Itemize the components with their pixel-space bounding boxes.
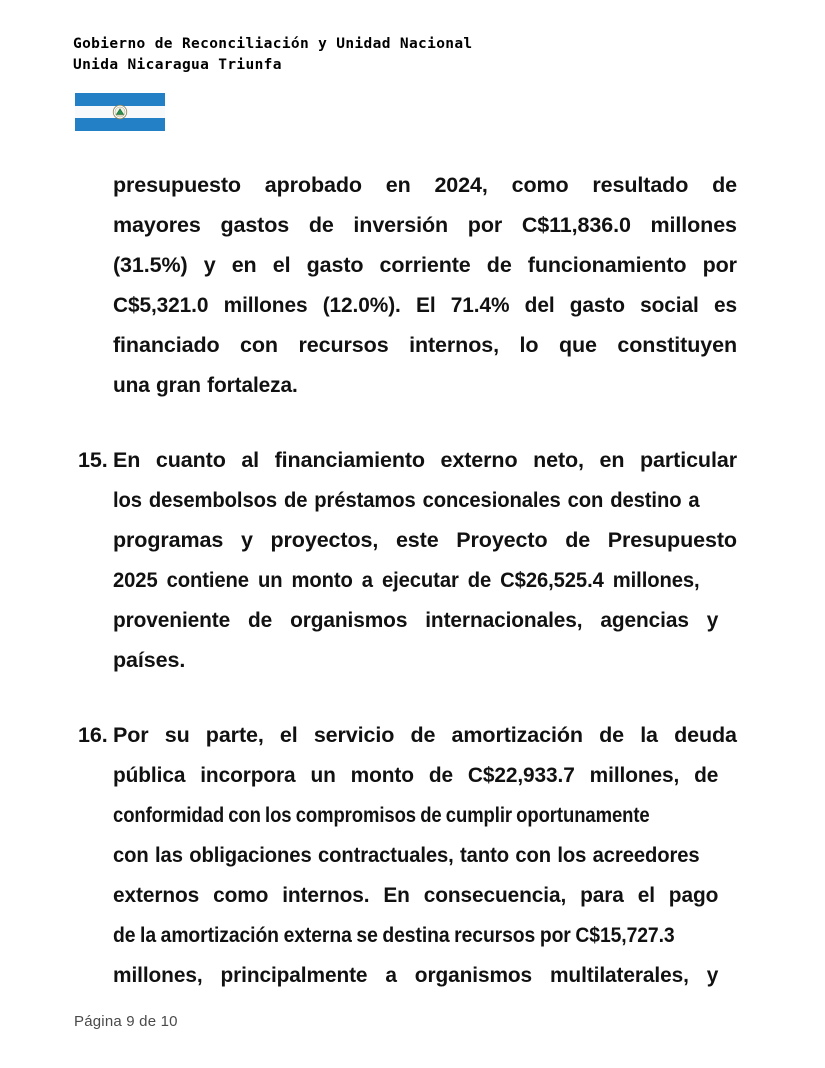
word: los [557,843,587,867]
word: 71.4% [450,293,510,317]
word: recursos [454,923,536,947]
word: el [637,883,655,907]
word: constituyen [617,333,737,357]
word: multilaterales, [549,963,689,987]
word: C$11,836.0 [521,213,631,237]
word: por [467,213,503,237]
word: de [308,213,334,237]
text-line [113,165,737,205]
word: y [240,528,253,552]
word: organismos [290,608,408,632]
line-scale-wrapper [113,600,718,640]
word: para [580,883,624,907]
word: monto [350,763,414,787]
word: gasto [306,253,364,277]
word: amortización [451,723,583,747]
word: de [565,528,591,552]
line-words [113,325,737,365]
word: internos. [282,883,370,907]
word: gran [156,373,201,397]
line-words [113,955,718,995]
text-line [78,560,737,600]
word: C$22,933.7 [467,763,575,787]
line-scale-wrapper [113,795,650,835]
word: C$26,525.4 [500,568,604,592]
word: contiene [166,568,249,592]
word: corriente [379,253,471,277]
list-number-spacer [78,795,113,835]
word: de [694,763,719,787]
word: un [310,763,336,787]
line-words [113,915,675,955]
list-number-spacer [78,755,113,795]
line-words [113,835,700,875]
word: amortización [160,923,279,947]
letterhead-line-1: Gobierno de Reconciliación y Unidad Nacional [73,36,473,52]
word: presupuesto [113,173,241,197]
word: fortaleza. [207,373,298,397]
line-words [113,480,700,520]
word: de [113,923,136,947]
word: internacionales, [425,608,583,632]
word: organismos [414,963,533,987]
word: C$15,727.3 [575,923,675,947]
line-words [113,560,700,600]
word: del [524,293,555,317]
text-line [78,520,737,560]
word: pública [113,763,186,787]
word: por [539,923,571,947]
word: tanto [460,843,509,867]
word: es [713,293,737,317]
word: (31.5%) [113,253,188,277]
word: contractuales, [317,843,454,867]
word: 2025 [113,568,158,592]
word: a [385,963,397,987]
text-line [113,245,737,285]
word: El [416,293,436,317]
line-scale-wrapper [113,365,737,405]
word: países. [113,648,186,672]
word: y [706,963,719,987]
text-line [113,205,737,245]
text-line [78,755,737,795]
word: Por [113,723,149,747]
page-footer: Página 9 de 10 [74,1013,178,1030]
word: deuda [674,723,737,747]
word: parte, [205,723,264,747]
word: aprobado [264,173,362,197]
word: y [203,253,216,277]
letterhead-line-2: Unida Nicaragua Triunfa [73,57,282,73]
para-15 [78,440,737,680]
list-number-spacer [78,600,113,640]
text-line [78,835,737,875]
word: cuanto [155,448,226,472]
word: en [385,173,411,197]
word: particular [639,448,737,472]
text-line [113,365,737,405]
text-line [78,600,737,640]
word: servicio [313,723,395,747]
word: concesionales [422,488,561,512]
word: C$5,321.0 [113,293,209,317]
text-line [78,640,737,680]
line-words [113,875,718,915]
word: de [467,568,492,592]
word: millones, [612,568,700,592]
word: millones [650,213,737,237]
list-number: 16. [78,723,108,747]
word: los [265,803,292,827]
line-scale-wrapper [113,755,718,795]
list-number: 15. [78,448,108,472]
line-scale-wrapper [113,915,675,955]
word: en [599,448,625,472]
word: recursos [298,333,389,357]
word: externos [113,883,200,907]
word: millones, [589,763,680,787]
word: gasto [569,293,625,317]
word: ejecutar [381,568,459,592]
word: pago [668,883,719,907]
line-scale-wrapper [113,835,700,875]
word: Proyecto [456,528,548,552]
nicaragua-flag-icon [75,93,165,131]
word: destina [382,923,450,947]
word: financiado [113,333,220,357]
word: principalmente [220,963,368,987]
word: cumplir [445,803,512,827]
line-scale-wrapper [113,480,700,520]
word: y [706,608,719,632]
para-16 [78,715,737,995]
line-words [113,715,737,755]
word: En [383,883,410,907]
word: destino [610,488,682,512]
word: funcionamiento [527,253,687,277]
word: incorpora [200,763,296,787]
nicaragua-coat-of-arms-icon [113,105,128,120]
text-line [78,480,737,520]
word: de [712,173,737,197]
word: consecuencia, [423,883,567,907]
word: en [231,253,257,277]
word: programas [113,528,224,552]
word: al [241,448,260,472]
word: conformidad [113,803,225,827]
word: mayores [113,213,201,237]
word: financiamiento [274,448,425,472]
list-number-spacer [78,640,113,680]
word: con [515,843,551,867]
line-words [113,285,737,325]
list-number-spacer [78,875,113,915]
word: millones [223,293,308,317]
word: internos, [409,333,499,357]
word: este [395,528,439,552]
line-words [113,755,718,795]
text-line [78,915,737,955]
word: neto, [533,448,584,472]
line-scale-wrapper [113,875,718,915]
text-line [113,285,737,325]
line-words [113,245,737,285]
word: préstamos [314,488,416,512]
word: el [279,723,298,747]
word: gastos [220,213,290,237]
list-number-spacer [78,835,113,875]
word: la [640,723,658,747]
word: por [702,253,737,277]
word: de [486,253,512,277]
flag-stripe-bottom [75,118,165,131]
word: de [428,763,453,787]
word: con [228,803,261,827]
word: externo [440,448,518,472]
word: la [140,923,157,947]
text-line [78,795,737,835]
text-line [113,325,737,365]
word: inversión [353,213,449,237]
word: las [155,843,183,867]
word: una [113,373,150,397]
word: a [361,568,373,592]
line-scale-wrapper [113,955,718,995]
word: de [283,488,308,512]
word: los [113,488,142,512]
list-number-spacer [78,520,113,560]
word: su [164,723,190,747]
para-continuation [113,165,737,405]
text-line [78,715,737,755]
word: acreedores [592,843,700,867]
word: proyectos, [270,528,379,552]
list-number-spacer [78,480,113,520]
word: el [272,253,291,277]
line-words [113,640,737,680]
word: (12.0%). [322,293,401,317]
word: se [356,923,378,947]
word: proveniente [113,608,231,632]
letterhead [73,34,773,76]
word: como [511,173,569,197]
line-words [113,795,650,835]
word: 2024, [434,173,488,197]
word: obligaciones [189,843,312,867]
text-line [78,955,737,995]
word: a [688,488,700,512]
word: que [558,333,597,357]
word: agencias [600,608,689,632]
word: desembolsos [148,488,278,512]
line-words [113,205,737,245]
list-number-spacer [78,560,113,600]
word: Presupuesto [607,528,737,552]
word: oportunamente [516,803,650,827]
line-words [113,440,737,480]
word: millones, [113,963,203,987]
list-number-spacer [78,955,113,995]
word: con [567,488,604,512]
word: con [113,843,149,867]
text-line [78,875,737,915]
list-number-spacer [78,915,113,955]
word: como [213,883,269,907]
word: de [420,803,442,827]
line-words [113,520,737,560]
word: resultado [592,173,689,197]
word: de [599,723,625,747]
word: de [410,723,436,747]
line-words [113,365,737,405]
text-line [78,440,737,480]
line-scale-wrapper [113,560,700,600]
word: con [240,333,278,357]
word: externa [283,923,352,947]
word: compromisos [295,803,417,827]
line-words [113,600,718,640]
word: social [640,293,699,317]
word: En [113,448,141,472]
line-words [113,165,737,205]
word: monto [291,568,353,592]
word: un [257,568,283,592]
word: lo [519,333,539,357]
line-scale-wrapper [113,285,737,325]
word: de [248,608,273,632]
